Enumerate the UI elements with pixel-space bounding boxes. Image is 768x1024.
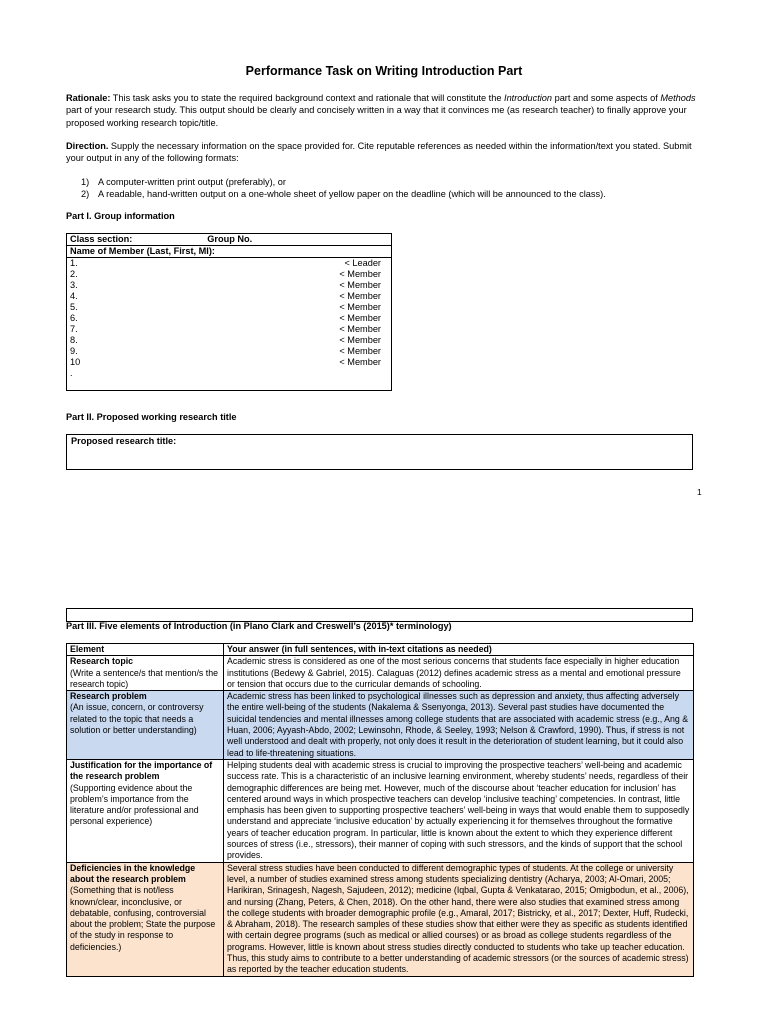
rationale-paragraph <box>66 92 706 129</box>
table-row <box>67 368 391 379</box>
member-number: 6. <box>70 313 78 323</box>
page-number: 1 <box>697 487 702 497</box>
table-row[interactable] <box>67 258 391 270</box>
rationale-text: This task asks you to state the required background context and rationale that will constitute the <box>110 93 505 103</box>
list-number: 1) <box>81 177 90 187</box>
member-role: < Member <box>339 335 381 345</box>
element-name: Deficiencies in the knowledge about the research problem <box>70 862 196 884</box>
element-name: Justification for the importance of the research problem <box>70 759 213 782</box>
element-cell <box>67 691 224 760</box>
table-row[interactable] <box>67 324 391 335</box>
table-row <box>67 656 694 691</box>
member-number: 9. <box>70 346 78 356</box>
element-description: (An issue, concern, or controversy related to the topic that needs a solution or better understanding) <box>70 702 204 736</box>
table-row <box>67 759 694 862</box>
direction-paragraph <box>66 140 706 165</box>
element-name: Research topic <box>70 656 134 667</box>
table-row[interactable] <box>67 357 391 368</box>
rationale-text: part of your research study. This output should be clearly and concisely written in a way that it convinces me (as research teacher) to finally approve your proposed working research topic/title. <box>66 105 687 128</box>
table-row[interactable] <box>67 302 391 313</box>
member-name-header: Name of Member (Last, First, MI): <box>67 246 391 258</box>
group-info-table <box>67 234 391 379</box>
list-text: A readable, hand-written output on a one-whole sheet of yellow paper on the deadline (which will be announced to the class). <box>98 189 606 200</box>
answer-cell[interactable]: Several stress studies have been conducted to different demographic types of students. At the college or university level, a number of studies examined stress among students specializing dentistry (Acharya, 2003; Al-Omari, 2005; Harikiran, Srinagesh, Nagesh, Sajudeen, 2012); medicine (Iqbal, Gupta & Venkatarao, 2015; Omigbodun, et al., 2006), and nursing (Zhang, Peters, & Chen, 2018). On the other hand, there were also studies that examined stress among the college students with broader demographic profile (e.g., Amaral, 2017; Bistricky, et al., 2017; Dexter, Huff, Rudecki, & Abraham, 2018). The research samples of these studies show that either were they as specific as students identified with certain degree programs (such as medical or allied courses) or as broad as college students regardless of the programs. However, little is known about stress studies directly conducted to students who take up teacher education. Thus, this study aims to contribute to a better understanding of academic stressors (or the sources of academic stress) as reported by the teacher education students. <box>224 862 694 976</box>
member-role: < Member <box>339 346 381 356</box>
format-list <box>81 176 701 201</box>
table-row[interactable] <box>67 335 391 346</box>
introduction-elements-table <box>66 643 694 977</box>
list-number: 2) <box>81 189 90 200</box>
member-number: 5. <box>70 302 78 312</box>
member-number: 2. <box>70 269 78 279</box>
member-number: 4. <box>70 291 78 301</box>
list-item <box>81 176 701 188</box>
table-row <box>67 234 391 246</box>
member-number: 7. <box>70 324 78 334</box>
rationale-text: part and some aspects of <box>552 93 661 103</box>
element-description: (Something that is not/less known/clear, inconclusive, or debatable, confusing, controversial about the problem; State the purpose of the study in response to deficiencies.) <box>70 885 216 952</box>
element-cell <box>67 862 224 976</box>
member-role: < Member <box>339 280 381 290</box>
table-header-row <box>67 644 694 656</box>
group-no-label[interactable]: Group No. <box>204 234 391 246</box>
table-row[interactable] <box>67 291 391 302</box>
element-cell <box>67 759 224 862</box>
member-role: < Member <box>339 357 381 367</box>
list-text: A computer-written print output (preferably), or <box>98 177 286 187</box>
element-description: (Supporting evidence about the problem’s importance from the literature and/or professional and personal experience) <box>70 782 199 827</box>
table-row <box>67 691 694 760</box>
part3-heading: Part III. Five elements of Introduction (in Plano Clark and Creswell’s (2015)* terminology) <box>66 621 452 631</box>
table-row[interactable] <box>67 313 391 324</box>
member-number: 3. <box>70 280 78 290</box>
class-section-label[interactable]: Class section: <box>67 234 204 246</box>
table-row[interactable] <box>67 269 391 280</box>
table-row <box>67 246 391 258</box>
table-row[interactable] <box>67 280 391 291</box>
blank-table-row <box>66 608 693 622</box>
table-row[interactable] <box>67 346 391 357</box>
element-description: (Write a sentence/s that mention/s the research topic) <box>70 667 218 689</box>
answer-cell[interactable]: Helping students deal with academic stress is crucial to improving the prospective teachers’ well-being and academic success rate. This is a characteristic of an inclusive learning environment, whereby students’ needs, regardless of their demographic differences are being met. However, much of the discourse about ‘teacher education for inclusion’ has centered around ways in which prospective teachers can develop ‘inclusive teaching’ competencies. In contrast, little emphasis has been given to supporting prospective teachers’ well-being in ways that would enable them to supposedly understand and appreciate ‘inclusive education’ by actually experiencing it for themselves throughout the formative years of teacher education program. In particular, little is known about the extent to which they experience different sources of stress (i.e., stressors), their manner of coping with such stressors, and the kinds of support that the school provides. <box>224 759 694 862</box>
member-number: 10 <box>70 357 81 367</box>
column-header-answer: Your answer (in full sentences, with in-text citations as needed) <box>224 644 694 656</box>
part1-heading: Part I. Group information <box>66 211 175 221</box>
direction-text: Supply the necessary information on the space provided for. Cite reputable references as needed within the information/text you stated. Submit your output in any of the following formats: <box>66 141 692 164</box>
element-name: Research problem <box>70 691 147 702</box>
member-role: < Member <box>339 291 381 301</box>
member-number: 8. <box>70 335 78 345</box>
rationale-emphasis-introduction: Introduction <box>504 93 553 103</box>
page-title: Performance Task on Writing Introduction Part <box>245 64 523 78</box>
member-role: < Leader <box>344 258 381 268</box>
direction-label: Direction. <box>66 141 109 151</box>
member-role: < Member <box>339 269 381 279</box>
member-role: < Member <box>339 324 381 334</box>
rationale-emphasis-methods: Methods <box>660 93 696 103</box>
member-number: 1. <box>70 258 78 268</box>
part2-heading: Part II. Proposed working research title <box>66 412 237 422</box>
answer-cell[interactable]: Academic stress is considered as one of the most serious concerns that students face especially in higher education institutions (Bedewy & Gabriel, 2015). Calaguas (2012) defines academic stress as a mental and emotional pressure or tension that occurs due to the curricular demands of schooling. <box>224 656 694 691</box>
list-item <box>81 188 701 200</box>
trailing-mark: . <box>70 368 73 378</box>
rationale-label: Rationale: <box>66 93 111 103</box>
research-title-field[interactable] <box>66 434 693 470</box>
column-header-element: Element <box>67 644 224 656</box>
research-title-label: Proposed research title: <box>71 436 177 446</box>
member-role: < Member <box>339 313 381 323</box>
table-row <box>67 862 694 976</box>
element-cell <box>67 656 224 691</box>
member-role: < Member <box>339 302 381 312</box>
answer-cell[interactable]: Academic stress has been linked to psychological illnesses such as depression and anxiety, thus affecting adversely the entire well-being of the students (Nakalema & Ssenyonga, 2013). Several past studies have documented the suicidal tendencies and mental illnesses among college students that are associated with academic stress (e.g., Ang & Huan, 2006; Ayyash-Abdo, 2002; Lewinsohn, Rhode, & Seeley, 1993; Nelson & Crawford, 1990). Thus, if stress is not well understood and dealt with properly, not only does it result in the deterioration of student learning, but it could also lead to life-threatening situations. <box>224 691 694 760</box>
